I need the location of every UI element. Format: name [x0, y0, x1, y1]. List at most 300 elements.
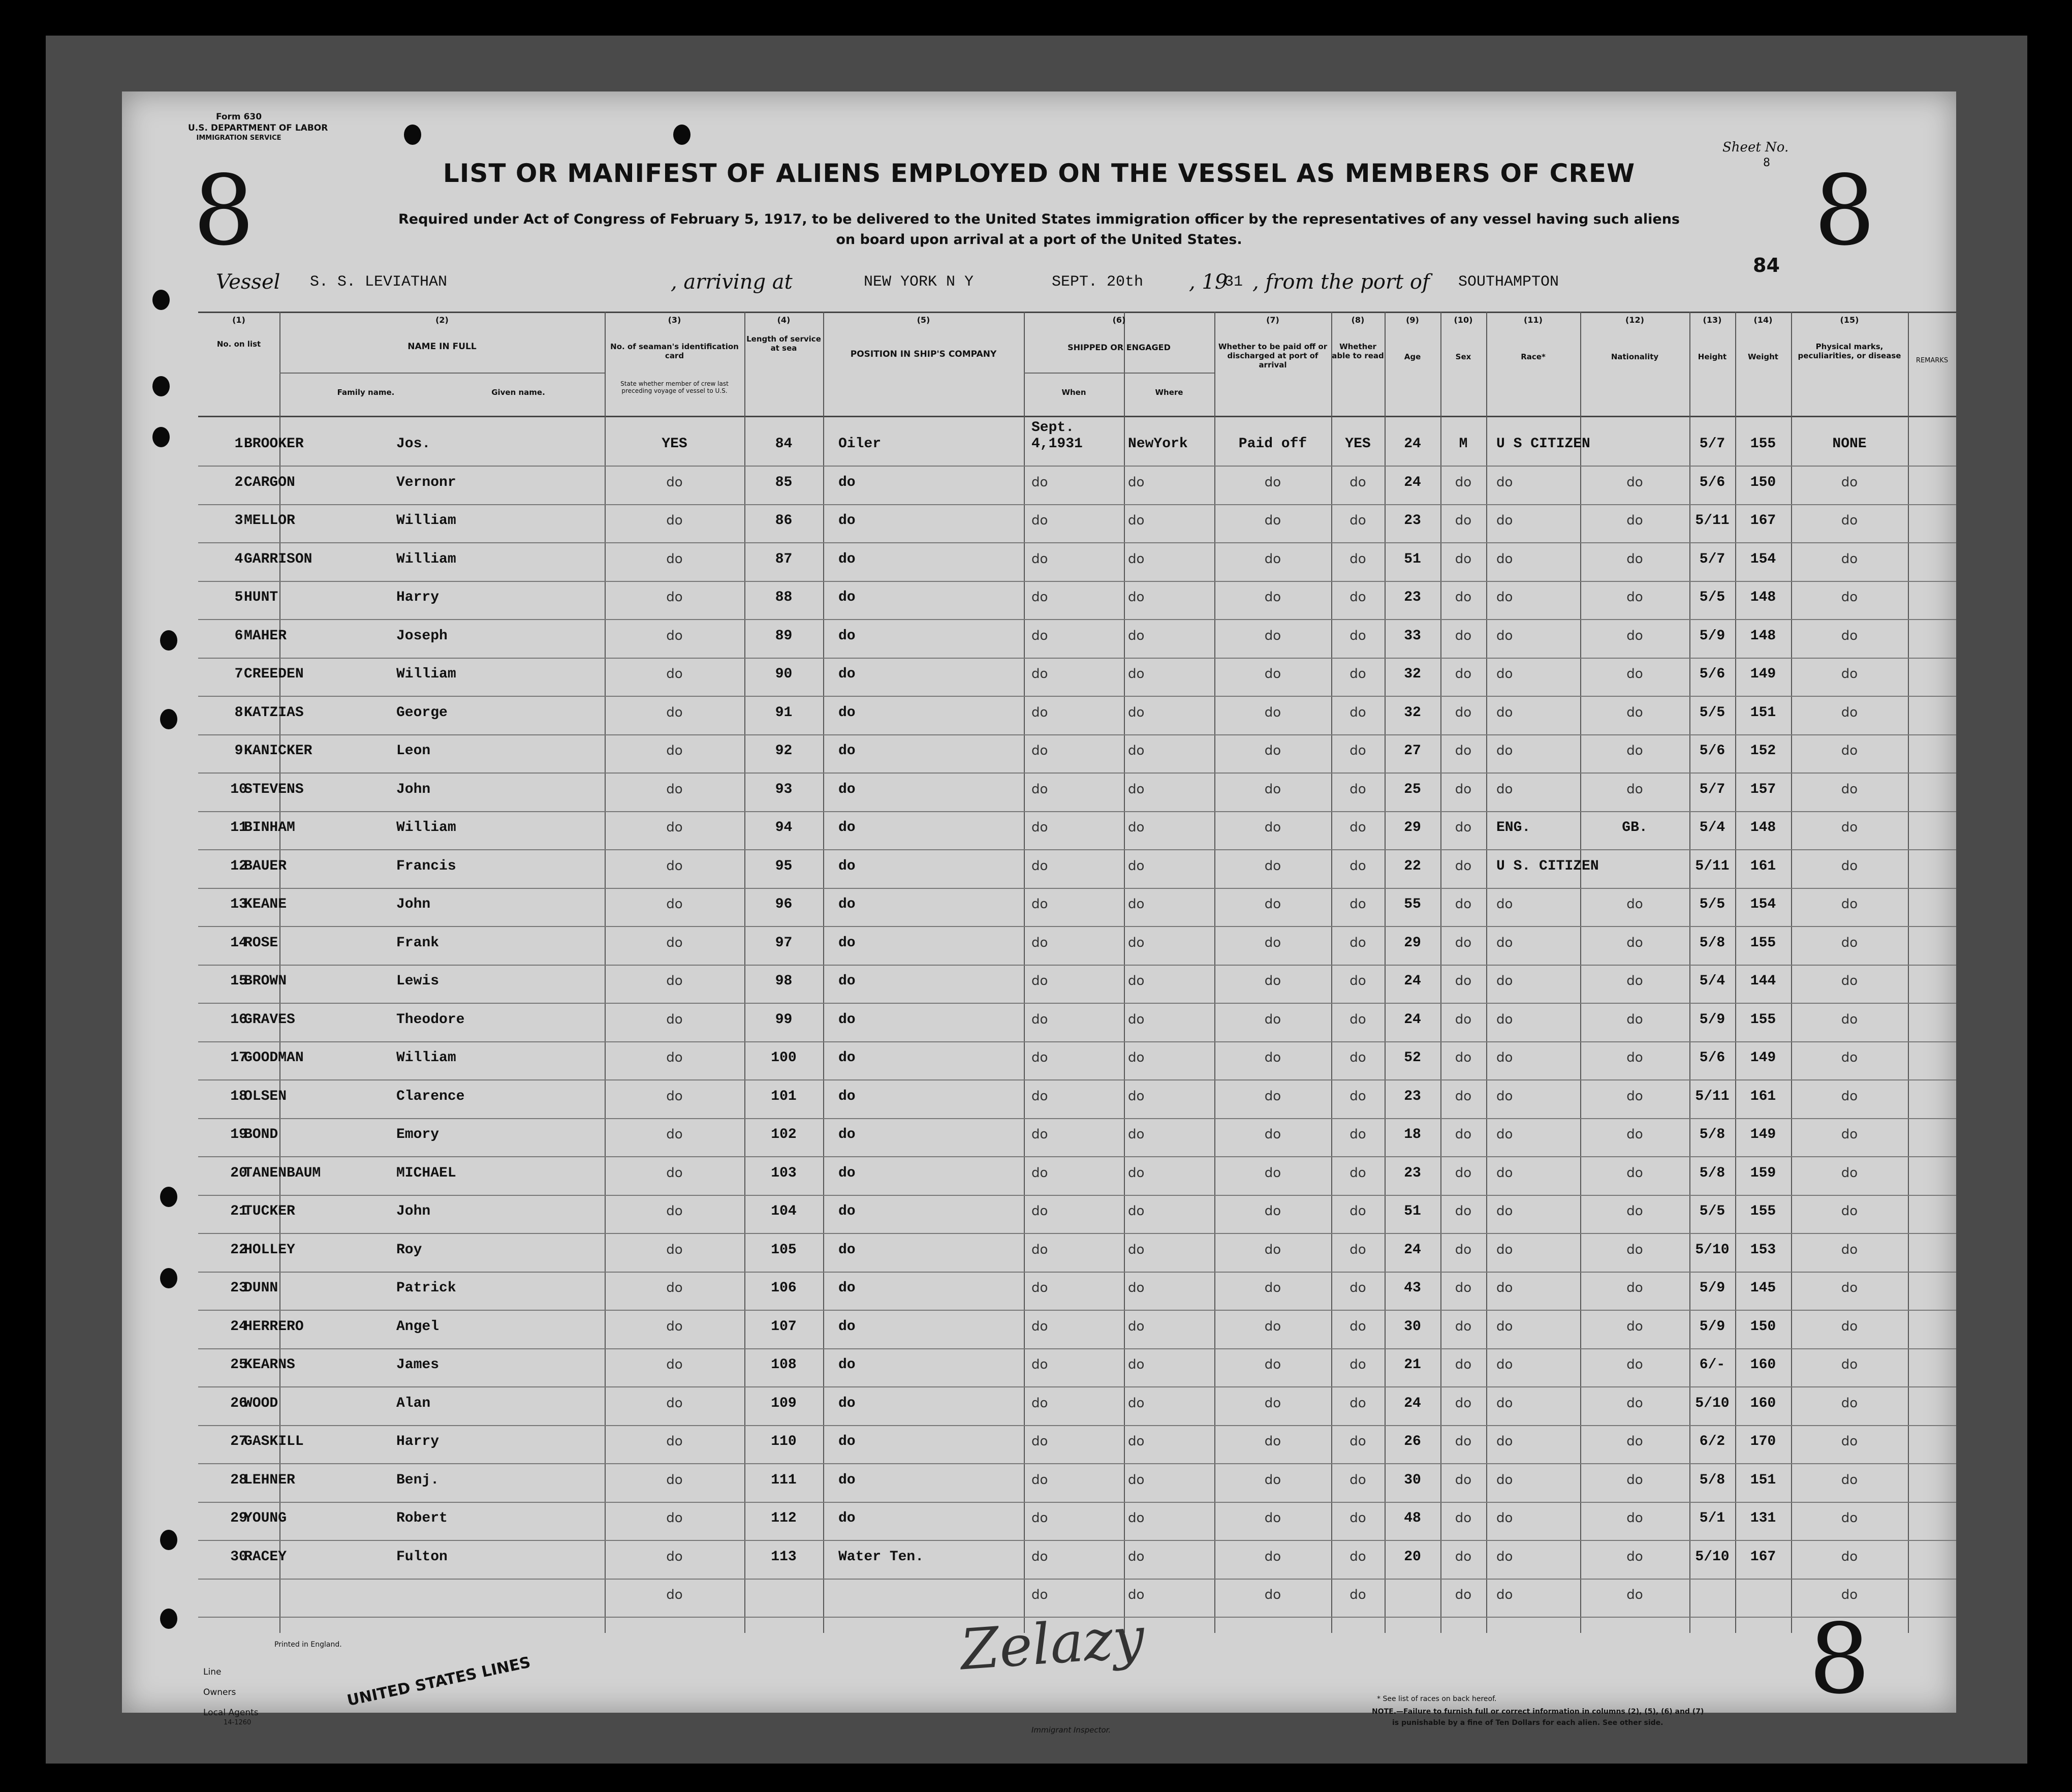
table-cell-position: do [838, 935, 856, 951]
table-cell-length: 103 [771, 1165, 797, 1181]
table-cell-card: do [666, 628, 683, 643]
row-rule [198, 734, 1956, 735]
table-cell-read: do [1349, 1434, 1366, 1449]
header-age: Age [1404, 352, 1421, 361]
table-cell-position: do [838, 551, 856, 567]
table-cell-height: 5/10 [1695, 1242, 1730, 1258]
table-cell-weight: 160 [1750, 1395, 1776, 1411]
table-cell-family: WOOD [244, 1395, 278, 1411]
page-number: 84 [1753, 254, 1780, 276]
table-cell-paid: do [1264, 1587, 1281, 1602]
table-cell-paid: do [1264, 1050, 1281, 1065]
table-cell-no: 4 [234, 551, 243, 567]
row-rule [198, 696, 1956, 697]
table-cell-position: do [838, 1357, 856, 1373]
table-cell-age: 24 [1404, 436, 1421, 452]
table-cell-read: do [1349, 935, 1366, 950]
table-cell-length: 95 [775, 858, 793, 874]
column-rule [1024, 312, 1025, 1633]
table-cell-length: 108 [771, 1357, 797, 1373]
table-cell-when: do [1031, 1165, 1048, 1181]
manifest-subtitle [366, 209, 1712, 250]
table-cell-marks: do [1841, 973, 1858, 988]
table-cell-age: 23 [1404, 590, 1421, 605]
table-cell-given: John [396, 1203, 431, 1219]
table-cell-age: 52 [1404, 1050, 1421, 1066]
table-cell-nat: do [1626, 781, 1643, 797]
table-cell-when: do [1031, 1318, 1048, 1334]
table-cell-no: 5 [234, 590, 243, 605]
table-cell-card: do [666, 474, 683, 490]
table-cell-where: do [1128, 820, 1145, 835]
table-cell-family: MELLOR [244, 513, 295, 529]
column-number: (6) [1112, 315, 1126, 325]
table-cell-read: do [1349, 781, 1366, 797]
table-cell-race: do [1496, 1434, 1513, 1449]
table-cell-where: do [1128, 551, 1145, 567]
table-cell-where: do [1128, 513, 1145, 528]
table-cell-read: do [1349, 858, 1366, 874]
table-cell-height: 5/9 [1699, 1011, 1725, 1028]
table-cell-marks: do [1841, 704, 1858, 720]
table-cell-marks: do [1841, 1088, 1858, 1104]
table-cell-paid: do [1264, 1165, 1281, 1181]
table-cell-read: do [1349, 704, 1366, 720]
table-cell-age: 48 [1404, 1510, 1421, 1526]
table-cell-where: do [1128, 1203, 1145, 1219]
table-cell-nat: GB. [1622, 820, 1648, 836]
table-cell-when: do [1031, 743, 1048, 758]
table-cell-card: do [666, 1011, 683, 1027]
column-rule [823, 312, 824, 1633]
table-cell-given: Patrick [396, 1280, 456, 1296]
column-number: (1) [232, 315, 245, 325]
table-cell-height: 6/- [1699, 1357, 1725, 1373]
table-cell-length: 87 [775, 551, 793, 567]
row-rule [198, 1310, 1956, 1311]
table-cell-race: ENG. [1496, 820, 1531, 836]
table-cell-marks: do [1841, 1549, 1858, 1564]
agents-label: Local Agents [203, 1708, 259, 1718]
row-rule [198, 965, 1956, 966]
column-number: (11) [1524, 315, 1543, 325]
punch-hole [160, 1268, 177, 1288]
sheet-mark-bottom: 8 [1809, 1603, 1870, 1715]
table-cell-when: do [1031, 666, 1048, 682]
table-cell-height: 5/8 [1699, 935, 1725, 951]
table-cell-position: Water Ten. [838, 1549, 924, 1565]
table-cell-nat: do [1626, 1472, 1643, 1488]
sheet-label: Sheet No. [1722, 140, 1789, 155]
table-cell-height: 5/4 [1699, 973, 1725, 989]
row-rule [198, 1579, 1956, 1580]
table-cell-paid: do [1264, 1549, 1281, 1564]
table-cell-nat: do [1626, 590, 1643, 605]
table-cell-when: do [1031, 513, 1048, 528]
table-cell-family: BAUER [244, 858, 287, 874]
table-cell-card: do [666, 704, 683, 720]
table-cell-no: 15 [230, 973, 247, 989]
table-cell-sex: do [1455, 474, 1472, 490]
table-cell-marks: do [1841, 1050, 1858, 1065]
table-cell-marks: do [1841, 1011, 1858, 1027]
table-cell-paid: do [1264, 1434, 1281, 1449]
table-cell-read: do [1349, 743, 1366, 758]
table-cell-race: do [1496, 666, 1513, 682]
table-cell-no: 26 [230, 1395, 247, 1411]
table-cell-marks: NONE [1832, 436, 1867, 452]
sheet-mark-left: 8 [193, 155, 255, 267]
table-cell-family: BINHAM [244, 820, 295, 836]
table-cell-given: Lewis [396, 973, 439, 989]
table-cell-length: 110 [771, 1434, 797, 1449]
table-cell-race: do [1496, 935, 1513, 950]
table-cell-paid: do [1264, 858, 1281, 874]
table-cell-race: do [1496, 1203, 1513, 1219]
table-cell-read: do [1349, 1395, 1366, 1411]
table-cell-marks: do [1841, 1395, 1858, 1411]
table-cell-age: 24 [1404, 1395, 1421, 1411]
row-rule [198, 1118, 1956, 1119]
table-cell-height: 5/5 [1699, 590, 1725, 605]
table-cell-read: do [1349, 1280, 1366, 1295]
table-cell-read: do [1349, 897, 1366, 912]
service: IMMIGRATION SERVICE [196, 134, 281, 142]
table-cell-when: do [1031, 1203, 1048, 1219]
table-cell-sex: do [1455, 1472, 1472, 1488]
table-cell-sex: do [1455, 1203, 1472, 1219]
table-cell-age: 43 [1404, 1280, 1421, 1296]
table-cell-card: do [666, 781, 683, 797]
table-cell-where: do [1128, 1011, 1145, 1027]
table-cell-age: 27 [1404, 743, 1421, 759]
table-cell-sex: do [1455, 1127, 1472, 1142]
line-stamp: UNITED STATES LINES [346, 1653, 532, 1710]
table-cell-weight: 154 [1750, 897, 1776, 912]
table-cell-no: 13 [230, 897, 247, 912]
subtitle-line-2: on board upon arrival at a port of the United States. [836, 232, 1242, 248]
table-cell-card: do [666, 551, 683, 567]
table-cell-length: 85 [775, 474, 793, 490]
table-cell-race: U S. CITIZEN [1496, 858, 1599, 874]
table-cell-height: 5/8 [1699, 1165, 1725, 1181]
row-rule [198, 888, 1956, 889]
table-cell-family: GOODMAN [244, 1050, 304, 1066]
row-rule [198, 542, 1956, 543]
table-cell-sex: do [1455, 1280, 1472, 1295]
table-cell-age: 20 [1404, 1549, 1421, 1565]
year-prefix: , 19 [1189, 270, 1228, 294]
table-cell-given: MICHAEL [396, 1165, 456, 1181]
table-cell-no: 22 [230, 1242, 247, 1258]
table-cell-marks: do [1841, 1318, 1858, 1334]
table-cell-paid: do [1264, 935, 1281, 950]
table-cell-paid: do [1264, 1203, 1281, 1219]
table-cell-length: 93 [775, 781, 793, 797]
table-cell-length: 98 [775, 973, 793, 989]
table-cell-given: William [396, 1050, 456, 1066]
table-cell-when: do [1031, 935, 1048, 950]
table-cell-weight: 148 [1750, 820, 1776, 836]
table-cell-weight: 131 [1750, 1510, 1776, 1526]
header-nationality: Nationality [1611, 352, 1659, 361]
table-cell-length: 111 [771, 1472, 797, 1488]
table-cell-family: GASKILL [244, 1434, 304, 1449]
table-cell-position: do [838, 820, 856, 836]
table-cell-when: do [1031, 1011, 1048, 1027]
table-cell-sex: do [1455, 628, 1472, 643]
table-cell-nat: do [1626, 474, 1643, 490]
table-cell-card: do [666, 1318, 683, 1334]
table-cell-read: do [1349, 1011, 1366, 1027]
table-cell-nat: do [1626, 1357, 1643, 1372]
table-cell-where: do [1128, 897, 1145, 912]
table-cell-read: do [1349, 1165, 1366, 1181]
table-cell-where: do [1128, 781, 1145, 797]
table-cell-weight: 144 [1750, 973, 1776, 989]
table-cell-nat: do [1626, 551, 1643, 567]
table-cell-where: do [1128, 1472, 1145, 1488]
table-cell-card: do [666, 820, 683, 835]
table-cell-read: do [1349, 1127, 1366, 1142]
table-cell-nat: do [1626, 1434, 1643, 1449]
table-cell-weight: 155 [1750, 1203, 1776, 1219]
table-cell-position: Oiler [838, 436, 882, 452]
table-cell-age: 51 [1404, 551, 1421, 567]
table-cell-no: 21 [230, 1203, 247, 1219]
table-cell-sex: do [1455, 781, 1472, 797]
table-cell-given: Emory [396, 1127, 439, 1142]
table-cell-marks: do [1841, 1127, 1858, 1142]
subtitle-line-1: Required under Act of Congress of February 5, 1917, to be delivered to the United States immigration officer by the representatives of any vessel having such aliens [398, 211, 1680, 227]
table-cell-read: do [1349, 1510, 1366, 1526]
punch-hole [160, 709, 177, 729]
table-cell-when: do [1031, 1510, 1048, 1526]
table-cell-nat: do [1626, 628, 1643, 643]
table-cell-marks: do [1841, 474, 1858, 490]
table-cell-age: 30 [1404, 1318, 1421, 1335]
table-cell-age: 18 [1404, 1127, 1421, 1142]
table-cell-length: 104 [771, 1203, 797, 1219]
row-rule [198, 926, 1956, 927]
table-cell-when: do [1031, 590, 1048, 605]
table-cell-read: do [1349, 474, 1366, 490]
table-cell-weight: 150 [1750, 1318, 1776, 1335]
table-cell-position: do [838, 1510, 856, 1526]
table-cell-position: do [838, 973, 856, 989]
table-cell-card: do [666, 1395, 683, 1411]
table-cell-height: 5/9 [1699, 1280, 1725, 1296]
table-cell-age: 23 [1404, 1088, 1421, 1104]
table-cell-race: do [1496, 743, 1513, 758]
table-cell-race: do [1496, 1318, 1513, 1334]
row-rule [198, 1079, 1956, 1080]
table-cell-sex: do [1455, 590, 1472, 605]
table-cell-read: do [1349, 1203, 1366, 1219]
table-cell-given: Jos. [396, 436, 431, 452]
table-cell-nat: do [1626, 1318, 1643, 1334]
table-cell-height: 5/8 [1699, 1127, 1725, 1142]
fine-note-1: NOTE.—Failure to furnish full or correct information in columns (2), (5), (6) and (7) [1372, 1708, 1704, 1716]
table-cell-where: do [1128, 1280, 1145, 1295]
table-cell-paid: do [1264, 666, 1281, 682]
table-cell-nat: do [1626, 1050, 1643, 1065]
table-cell-age: 23 [1404, 513, 1421, 529]
table-cell-nat: do [1626, 1242, 1643, 1257]
table-cell-position: do [838, 1127, 856, 1142]
manifest-title: LIST OR MANIFEST OF ALIENS EMPLOYED ON THE VESSEL AS MEMBERS OF CREW [443, 159, 1636, 188]
header-no-on-list: No. on list [216, 339, 261, 349]
arrival-date: SEPT. 20th [1052, 273, 1144, 291]
table-cell-card: YES [662, 436, 687, 452]
table-cell-paid: do [1264, 1242, 1281, 1257]
table-cell-marks: do [1841, 666, 1858, 682]
table-cell-position: do [838, 1088, 856, 1104]
inspector-label: Immigrant Inspector. [1031, 1725, 1111, 1735]
table-cell-where: NewYork [1128, 436, 1188, 452]
table-cell-weight: 145 [1750, 1280, 1776, 1296]
table-cell-height: 5/10 [1695, 1395, 1730, 1411]
header-given-name: Given name. [491, 388, 545, 397]
table-cell-when: do [1031, 1127, 1048, 1142]
table-cell-when: do [1031, 973, 1048, 988]
table-cell-race: do [1496, 897, 1513, 912]
fine-note-2: is punishable by a fine of Ten Dollars for each alien. See other side. [1392, 1719, 1663, 1727]
header-sex: Sex [1455, 352, 1471, 361]
table-cell-no: 24 [230, 1318, 247, 1335]
table-cell-length: 84 [775, 436, 793, 452]
table-cell-paid: do [1264, 1472, 1281, 1488]
from-label: , from the port of [1252, 270, 1430, 294]
table-cell-no: 12 [230, 858, 247, 874]
table-cell-race: do [1496, 1242, 1513, 1257]
table-cell-card: do [666, 1280, 683, 1295]
table-cell-given: Frank [396, 935, 439, 951]
table-cell-marks: do [1841, 1587, 1858, 1602]
table-cell-nat: do [1626, 513, 1643, 528]
table-cell-length: 99 [775, 1011, 793, 1028]
table-cell-card: do [666, 1587, 683, 1602]
table-cell-where: do [1128, 743, 1145, 758]
table-cell-length: 105 [771, 1242, 797, 1258]
column-number: (5) [917, 315, 930, 325]
table-cell-position: do [838, 1011, 856, 1028]
table-cell-weight: 167 [1750, 513, 1776, 529]
table-cell-family: TANENBAUM [244, 1165, 321, 1181]
table-cell-weight: 159 [1750, 1165, 1776, 1181]
table-cell-weight: 170 [1750, 1434, 1776, 1449]
table-cell-family: HERRERO [244, 1318, 304, 1335]
table-cell-given: Benj. [396, 1472, 439, 1488]
owners-label: Owners [203, 1687, 236, 1697]
table-cell-marks: do [1841, 1510, 1858, 1526]
table-cell-position: do [838, 1434, 856, 1449]
table-cell-paid: do [1264, 1280, 1281, 1295]
table-cell-weight: 152 [1750, 743, 1776, 759]
table-cell-height: 5/7 [1699, 436, 1725, 452]
table-cell-when: do [1031, 1280, 1048, 1295]
table-cell-height: 5/7 [1699, 551, 1725, 567]
table-cell-weight: 155 [1750, 1011, 1776, 1028]
table-cell-where: do [1128, 1434, 1145, 1449]
table-cell-weight: 149 [1750, 666, 1776, 682]
table-cell-sex: do [1455, 1318, 1472, 1334]
table-cell-weight: 161 [1750, 1088, 1776, 1104]
table-cell-no: 25 [230, 1357, 247, 1373]
header-remarks: REMARKS [1916, 357, 1949, 364]
row-rule [198, 1540, 1956, 1541]
table-cell-card: do [666, 513, 683, 528]
table-cell-weight: 149 [1750, 1050, 1776, 1066]
table-cell-position: do [838, 474, 856, 490]
table-cell-paid: do [1264, 551, 1281, 567]
races-note: * See list of races on back hereof. [1377, 1695, 1497, 1703]
table-cell-card: do [666, 1549, 683, 1564]
row-rule [198, 1348, 1956, 1349]
table-cell-family: KEARNS [244, 1357, 295, 1373]
table-cell-weight: 151 [1750, 1472, 1776, 1488]
table-cell-sex: do [1455, 1510, 1472, 1526]
header-height: Height [1698, 352, 1727, 361]
table-cell-when: do [1031, 820, 1048, 835]
table-cell-no: 6 [234, 628, 243, 644]
table-cell-race: do [1496, 973, 1513, 988]
table-cell-nat: do [1626, 1127, 1643, 1142]
table-cell-where: do [1128, 1165, 1145, 1181]
table-cell-when: do [1031, 628, 1048, 643]
department: U.S. DEPARTMENT OF LABOR [188, 123, 328, 133]
table-cell-card: do [666, 1203, 683, 1219]
column-number: (8) [1351, 315, 1365, 325]
table-cell-sex: do [1455, 1549, 1472, 1564]
row-rule [198, 581, 1956, 582]
table-cell-age: 32 [1404, 666, 1421, 682]
table-cell-weight: 154 [1750, 551, 1776, 567]
table-cell-marks: do [1841, 935, 1858, 950]
table-cell-length: 106 [771, 1280, 797, 1296]
form-code: 14-1260 [224, 1719, 252, 1726]
table-cell-height: 5/6 [1699, 743, 1725, 759]
table-cell-nat: do [1626, 897, 1643, 912]
arrival-year: 31 [1225, 273, 1243, 291]
row-rule [198, 1156, 1956, 1157]
table-cell-no: 9 [234, 743, 243, 759]
punch-hole [673, 125, 690, 145]
table-cell-length: 112 [771, 1510, 797, 1526]
table-cell-height: 5/5 [1699, 704, 1725, 721]
sheet-number: 8 [1763, 157, 1770, 169]
table-cell-read: do [1349, 666, 1366, 682]
crew-table [198, 312, 1956, 1633]
punch-hole [160, 1609, 177, 1629]
table-cell-race: do [1496, 1127, 1513, 1142]
table-cell-given: John [396, 897, 431, 912]
punch-hole [160, 1530, 177, 1550]
table-cell-length: 101 [771, 1088, 797, 1104]
table-cell-height: 5/7 [1699, 781, 1725, 797]
table-cell-length: 91 [775, 704, 793, 721]
table-cell-sex: do [1455, 820, 1472, 835]
table-cell-sex: do [1455, 743, 1472, 758]
table-cell-given: Roy [396, 1242, 422, 1258]
table-cell-height: 5/1 [1699, 1510, 1725, 1526]
table-cell-length: 88 [775, 590, 793, 605]
table-cell-no: 30 [230, 1549, 247, 1565]
vessel-label: Vessel [216, 270, 280, 294]
table-cell-position: do [838, 666, 856, 682]
table-cell-age: 29 [1404, 935, 1421, 951]
table-cell-race: do [1496, 1165, 1513, 1181]
